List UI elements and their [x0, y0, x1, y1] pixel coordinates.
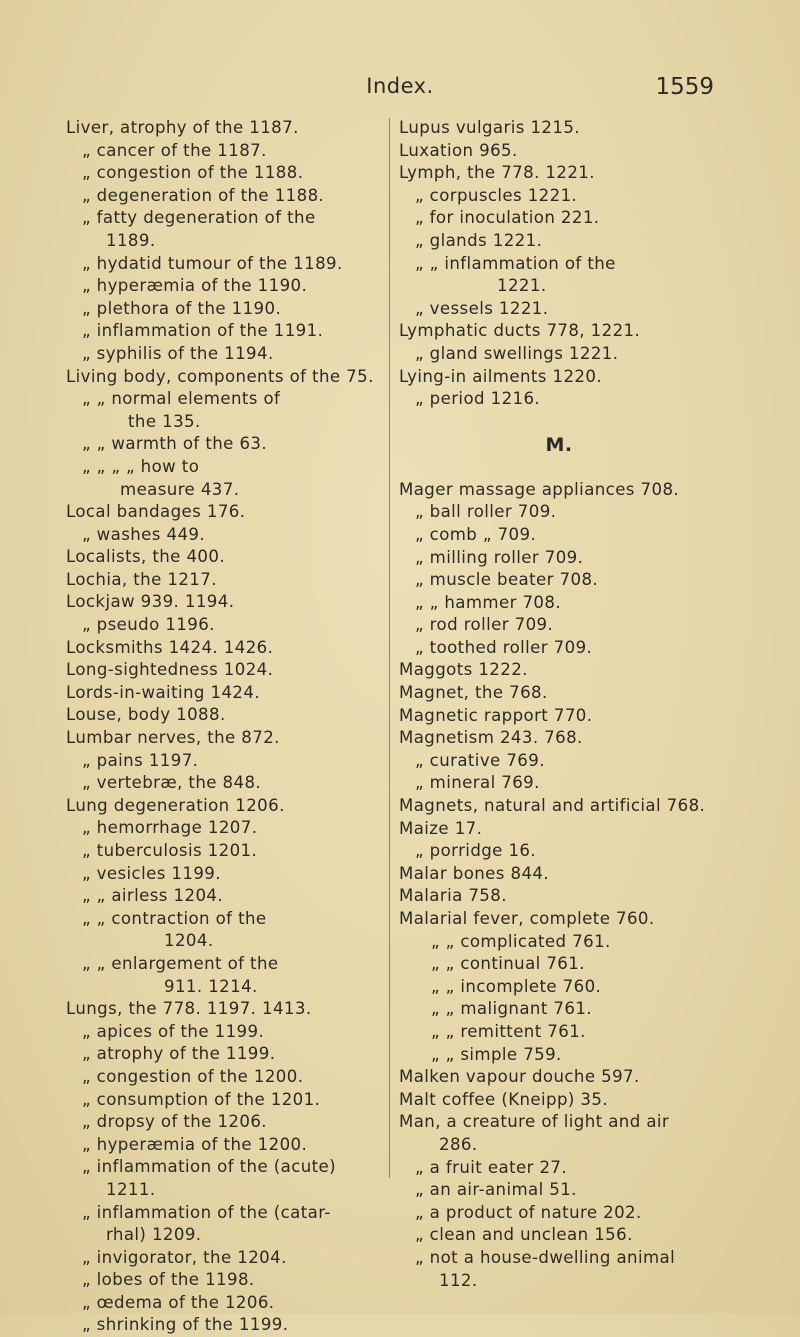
index-entry: Local bandages 176. [66, 502, 246, 522]
page-header [0, 74, 800, 104]
index-entry: „ „ contraction of the [82, 908, 267, 928]
index-entry: „ hyperæmia of the 1190. [82, 276, 308, 296]
index-entry: „ toothed roller 709. [415, 637, 593, 657]
index-entry: „ cancer of the 1187. [82, 140, 267, 160]
index-entry: „ syphilis of the 1194. [82, 343, 274, 363]
page-number: 1559 [655, 74, 714, 100]
right-column-l-entries [399, 117, 739, 411]
index-entry: „ „ incomplete 760. [431, 976, 602, 996]
index-entry: „ vertebræ, the 848. [82, 773, 262, 793]
index-entry: Liver, atrophy of the 1187. [66, 118, 299, 137]
index-entry: Magnet, the 768. [399, 683, 548, 703]
index-entry: Lymphatic ducts 778, 1221. [399, 321, 641, 341]
column-divider [389, 118, 390, 1178]
index-entry: „ hyperæmia of the 1200. [82, 1134, 308, 1154]
index-entry: „ pseudo 1196. [82, 615, 215, 635]
index-entry: Lockjaw 939. 1194. [66, 592, 235, 612]
index-entry: „ „ malignant 761. [431, 999, 592, 1019]
index-entry: Maize 17. [399, 818, 483, 838]
index-entry: „ pains 1197. [82, 750, 199, 770]
index-entry: „ fatty degeneration of the [82, 208, 316, 228]
index-entry: „ tuberculosis 1201. [82, 841, 258, 860]
index-entry: Magnetic rapport 770. [399, 705, 593, 725]
index-entry: „ consumption of the 1201. [82, 1089, 321, 1109]
index-entry: „ period 1216. [415, 389, 541, 409]
index-entry: Man, a creature of light and air [399, 1112, 670, 1132]
index-entry: „ „ airless 1204. [82, 886, 224, 906]
index-entry: Louse, body 1088. [66, 705, 226, 725]
index-entry: 1221. [497, 276, 547, 296]
index-entry: 286. [439, 1134, 478, 1154]
index-entry: Lying-in ailments 1220. [399, 366, 603, 386]
page-title: Index. [366, 74, 434, 98]
index-entry: Malar bones 844. [399, 863, 550, 883]
index-entry: „ gland swellings 1221. [415, 343, 619, 363]
index-entry: Malaria 758. [399, 886, 507, 906]
index-entry: „ mineral 769. [415, 773, 540, 793]
index-entry: Lung degeneration 1206. [66, 795, 285, 815]
index-entry: „ for inoculation 221. [415, 208, 600, 228]
index-entry: „ curative 769. [415, 750, 545, 770]
index-entry: Magnetism 243. 768. [399, 728, 583, 748]
index-entry: Mager massage appliances 708. [399, 479, 680, 499]
index-entry: „ inflammation of the (catar- [82, 1202, 331, 1222]
index-entry: „ „ normal elements of [82, 389, 281, 409]
index-entry: „ hydatid tumour of the 1189. [82, 253, 343, 273]
index-entry: „ atrophy of the 1199. [82, 1044, 276, 1064]
index-entry: Localists, the 400. [66, 547, 226, 567]
index-entry: Lymph, the 778. 1221. [399, 163, 595, 183]
index-entry: Lochia, the 1217. [66, 569, 217, 589]
index-entry: „ glands 1221. [415, 230, 543, 250]
index-entry: „ „ „ „ how to [82, 456, 200, 476]
index-entry: „ „ complicated 761. [431, 931, 611, 951]
index-entry: „ invigorator, the 1204. [82, 1247, 287, 1267]
index-entry: Malarial fever, complete 760. [399, 909, 655, 928]
index-entry: „ a fruit eater 27. [415, 1157, 568, 1177]
index-entry: „ dropsy of the 1206. [82, 1112, 267, 1132]
index-entry: „ „ continual 761. [431, 954, 585, 974]
index-entry: 911. 1214. [164, 976, 258, 996]
index-entry: 1189. [106, 230, 156, 250]
index-entry: Luxation 965. [399, 140, 518, 160]
index-entry: „ an air-animal 51. [415, 1180, 577, 1200]
index-entry: „ inflammation of the (acute) [82, 1157, 337, 1177]
index-entry: Magnets, natural and artificial 768. [399, 796, 706, 816]
index-entry: Locksmiths 1424. 1426. [66, 637, 274, 657]
index-entry: the 135. [128, 411, 201, 431]
section-letter-m: M. [545, 433, 573, 456]
index-entry: „ hemorrhage 1207. [82, 818, 258, 838]
index-entry: „ „ inflammation of the [415, 253, 616, 273]
index-entry: „ porridge 16. [415, 841, 537, 861]
index-entry: „ „ warmth of the 63. [82, 434, 268, 454]
index-entry: „ congestion of the 1188. [82, 163, 304, 183]
index-entry: 112. [439, 1270, 478, 1290]
index-entry: Lords-in-waiting 1424. [66, 682, 261, 702]
left-index-column [66, 117, 382, 1337]
index-entry: Malken vapour douche 597. [399, 1067, 640, 1087]
index-entry: measure 437. [120, 479, 240, 499]
index-entry: „ „ simple 759. [431, 1044, 562, 1064]
index-entry: „ ball roller 709. [415, 502, 557, 522]
index-entry: „ congestion of the 1200. [82, 1066, 304, 1086]
right-index-column [399, 117, 739, 1292]
index-entry: „ vessels 1221. [415, 298, 549, 318]
index-entry: „ a product of nature 202. [415, 1202, 642, 1222]
index-entry: „ œdema of the 1206. [82, 1292, 275, 1312]
index-entry: „ comb „ 709. [415, 524, 537, 544]
index-entry: rhal) 1209. [106, 1225, 202, 1245]
index-entry: „ „ enlargement of the [82, 953, 279, 973]
index-entry: „ shrinking of the 1199. [82, 1315, 289, 1335]
index-entry: „ corpuscles 1221. [415, 185, 578, 205]
index-entry: „ degeneration of the 1188. [82, 185, 325, 205]
index-entry: „ plethora of the 1190. [82, 298, 282, 318]
index-entry: Lupus vulgaris 1215. [399, 118, 580, 137]
index-entry: „ „ hammer 708. [415, 592, 562, 612]
index-entry: „ vesicles 1199. [82, 863, 221, 883]
index-entry: Maggots 1222. [399, 660, 528, 680]
index-entry: „ lobes of the 1198. [82, 1270, 255, 1290]
index-entry: 1211. [106, 1179, 156, 1199]
index-entry: „ washes 449. [82, 524, 206, 544]
index-entry: „ milling roller 709. [415, 547, 584, 567]
index-entry: Living body, components of the 75. [66, 366, 374, 386]
right-column-m-entries [399, 479, 739, 1292]
index-entry: „ apices of the 1199. [82, 1021, 265, 1041]
index-entry: „ clean and unclean 156. [415, 1225, 633, 1245]
index-entry: Long-sightedness 1024. [66, 660, 274, 680]
index-entry: Malt coffee (Kneipp) 35. [399, 1089, 609, 1109]
index-entry: „ rod roller 709. [415, 615, 554, 635]
index-entry: „ „ remittent 761. [431, 1021, 586, 1041]
index-entry: „ inflammation of the 1191. [82, 321, 324, 341]
index-entry: „ muscle beater 708. [415, 570, 599, 590]
index-entry: 1204. [164, 931, 214, 951]
index-entry: „ not a house-dwelling animal [415, 1247, 676, 1267]
index-entry: Lumbar nerves, the 872. [66, 728, 280, 748]
index-entry: Lungs, the 778. 1197. 1413. [66, 999, 312, 1019]
